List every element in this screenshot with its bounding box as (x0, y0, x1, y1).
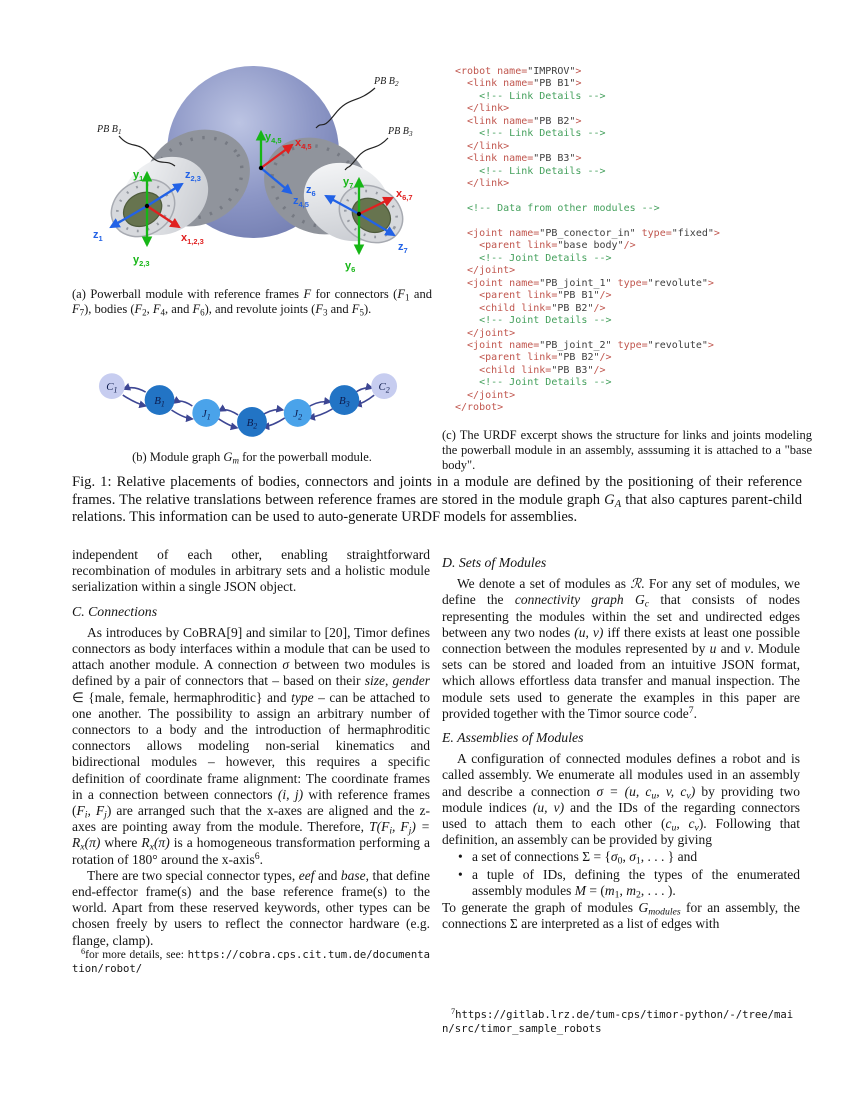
footnote-url[interactable]: https://gitlab.lrz.de/tum-cps/timor-python/-/tree/main/src/timor_sample_robots (442, 1009, 794, 1036)
code-line: <!-- Link Details --> (455, 165, 606, 177)
axis-label: $z_{2,3}$ (185, 169, 201, 183)
code-line: <child link="PB B3"/> (455, 364, 606, 376)
frame-origin-left (145, 204, 149, 208)
bullet-item: • a tuple of IDs, defining the types of the enumerated assembly modules $M = (m_1$, $m_2$, . . . ). (458, 866, 800, 901)
footnote-url[interactable]: https://cobra.cps.cit.tum.de/documentation/robot/ (72, 949, 430, 976)
code-line: <!-- Joint Details --> (455, 252, 612, 264)
left-column (72, 547, 430, 949)
caption-c: (c) The URDF excerpt shows the structure for links and joints modeling the powerball module in an assembly, asssuming it is attached to a "base body". (442, 428, 812, 473)
svg-text:C2: $C_2$ (378, 381, 390, 395)
svg-text:B3: $B_3$ (339, 395, 350, 409)
paragraph: A configuration of connected modules defines a robot and is called assembly. We enumerate all modules used in an assembly and describe a connection σ = (u, $c_u$, v, $c_v$) by providing two module indices (u, v) and the IDs of the regarding connectors used to attach them to each other ($c_u$, $c_v$). Following that definition, an assembly can be provided by giving (442, 751, 801, 848)
code-line: </joint> (455, 389, 516, 401)
figure-1-caption: Fig. 1: Relative placements of bodies, connectors and joints in a module are defined by the positioning of their reference frames. The relative translations between reference frames are stored in the module graph $G_A$ that also captures parent-child relations. This information can be used to auto-generate URDF models for assemblies. (72, 474, 802, 526)
graph-node (99, 373, 125, 399)
graph-node (145, 385, 175, 415)
svg-text:J1: $J_1$ (201, 407, 211, 422)
code-line: <parent link="base body"/> (455, 240, 636, 252)
svg-text:B1: $B_1$ (154, 395, 165, 409)
code-line: <!-- Joint Details --> (455, 315, 612, 327)
axis-label: $x_{6,7}$ (396, 188, 413, 202)
axis-label: $y_7$ (343, 176, 354, 190)
frame-origin-right (357, 212, 361, 216)
paragraph: To generate the graph of modules $G_{modules}$ for an assembly, the connections Σ are interpreted as a list of edges with (442, 900, 800, 932)
right-column (442, 547, 800, 932)
code-line: <joint name="PB_conector_in" type="fixed"> (455, 227, 720, 239)
bullet-icon: • (458, 849, 463, 865)
axis-label: $z_1$ (93, 229, 103, 243)
code-line: </joint> (455, 265, 516, 277)
svg-text:J2: $J_2$ (293, 407, 303, 422)
code-line: </link> (455, 140, 510, 152)
paragraph: As introduces by CoBRA[9] and similar to [20], Timor defines connectors as body interfaces within a module that can be used to attach another module. A connection σ between two modules is defined by a pair of connectors that – based on their size, gender ∈ {male, female, hermaphroditic} and type – can be attached to one another. The possibility to assign an arbitrary number of connectors to a body and the introduction of hermaphroditic connectors allows modeling non-serial kinematics and bidirectional modules – however, this requires a specific definition of coordinate frame alignment: The coordinate frames in a connection between connectors (i, j) with reference frames ($F_i$, $F_j$) are arranged such that the x-axes are aligned and the z-axes are pointing away from the module. Therefore, $T(F_i$, $F_j) = R_x(\pi)$ where $R_x(\pi)$ is a homogeneous transformation performing a rotation of 180° around the x-axis$^6$. (72, 624, 431, 867)
code-line: </robot> (455, 402, 504, 414)
paragraph: There are two special connector types, eef and base, that define end-effector frame(s) and the base reference frame(s) to the world. Apart from these reserved keywords, other types can be chosen freely by users to reflect the connector hardware (e.g. flange, clamp). (72, 867, 430, 948)
figure-a-powerball (85, 56, 430, 282)
part-label-pb-b2: PB $B_2$ (374, 76, 399, 88)
section-heading: D. Sets of Modules (442, 555, 547, 570)
code-line: </link> (455, 178, 510, 190)
caption-a: (a) Powerball module with reference frames F for connectors ($F_1$ and $F_7$), bodies ($F_2$, $F_4$, and $F_6$), and revolute joints ($F_3$ and $F_5$). (72, 287, 432, 318)
code-line: <parent link="PB B1"/> (455, 290, 612, 302)
caption-b: (b) Module graph $G_m$ for the powerball module. (132, 450, 372, 466)
axis-label: $z_{4,5}$ (293, 195, 309, 209)
code-line: <robot name="IMPROV"> (455, 66, 582, 77)
code-line: <parent link="PB B2"/> (455, 352, 612, 364)
graph-node (329, 385, 359, 415)
axis-label: $y_{2,3}$ (133, 254, 150, 268)
code-line: <!-- Data from other modules --> (455, 202, 660, 214)
paragraph: independent of each other, enabling straightforward recombination of modules in arbitrary sets and a holistic module serialization within a single JSON object. (72, 547, 430, 595)
urdf-code-block (455, 66, 825, 415)
code-line: <!-- Link Details --> (455, 128, 606, 140)
module-graph (90, 366, 406, 446)
figure-b-module-graph (90, 366, 406, 446)
code-line: <!-- Link Details --> (455, 90, 606, 102)
axis-label: $y_6$ (345, 260, 356, 274)
svg-text:C1: $C_1$ (106, 381, 118, 395)
code-line: <joint name="PB_joint_2" type="revolute"> (455, 339, 714, 351)
powerball-render (85, 56, 430, 282)
code-line: <link name="PB B1"> (455, 78, 582, 90)
code-line: <joint name="PB_joint_1" type="revolute"> (455, 277, 714, 289)
code-line: <child link="PB B2"/> (455, 302, 606, 314)
part-label-pb-b3: PB $B_3$ (388, 126, 413, 138)
axis-label: $z_7$ (398, 241, 408, 255)
axis-label: $y_1$ (133, 169, 144, 183)
code-line: </link> (455, 103, 510, 115)
axis-label: $y_{4,5}$ (265, 131, 282, 145)
code-line (455, 215, 825, 227)
graph-node (192, 399, 220, 427)
footnote-7: $^7$https://gitlab.lrz.de/tum-cps/timor-python/-/tree/main/src/timor_sample_robots (442, 1006, 794, 1036)
graph-node (237, 407, 267, 437)
section-heading: C. Connections (72, 603, 158, 619)
bullet-icon: • (458, 866, 463, 882)
graph-node (371, 373, 397, 399)
frame-origin-center (259, 166, 263, 170)
graph-node (284, 399, 312, 427)
code-line: </joint> (455, 327, 516, 339)
axis-label: $x_{1,2,3}$ (181, 232, 204, 246)
svg-text:B2: $B_2$ (246, 416, 258, 431)
section-heading: E. Assemblies of Modules (442, 730, 584, 746)
code-line (455, 191, 825, 203)
bullet-item: • a set of connections $\Sigma = \{\sigma_0$, $\sigma_1$, . . . } and (458, 849, 698, 868)
code-line: <link name="PB B3"> (455, 153, 582, 165)
part-label-pb-b1: PB $B_1$ (97, 124, 122, 136)
code-line: <!-- Joint Details --> (455, 377, 612, 389)
footnote-6: $^6$for more details, see: https://cobra.cps.cit.tum.de/documentation/robot/ (72, 946, 430, 976)
axis-label: $z_6$ (306, 184, 316, 198)
axis-label: $x_{4,5}$ (295, 137, 312, 151)
code-line: <link name="PB B2"> (455, 115, 582, 127)
paragraph: We denote a set of modules as ℛ. For any set of modules, we define the connectivity graph $G_c$ that consists of nodes representing the modules within the set and undirected edges between any two nodes (u, v) iff there exists at least one possible connection between the modules represented by u and v. Module sets can be stored and loaded from an intuitive JSON format, which allows effortless data transfer and manual inspection. The module sets used to generate the examples in this paper are provided together with the Timor source code$^7$. (442, 576, 801, 721)
